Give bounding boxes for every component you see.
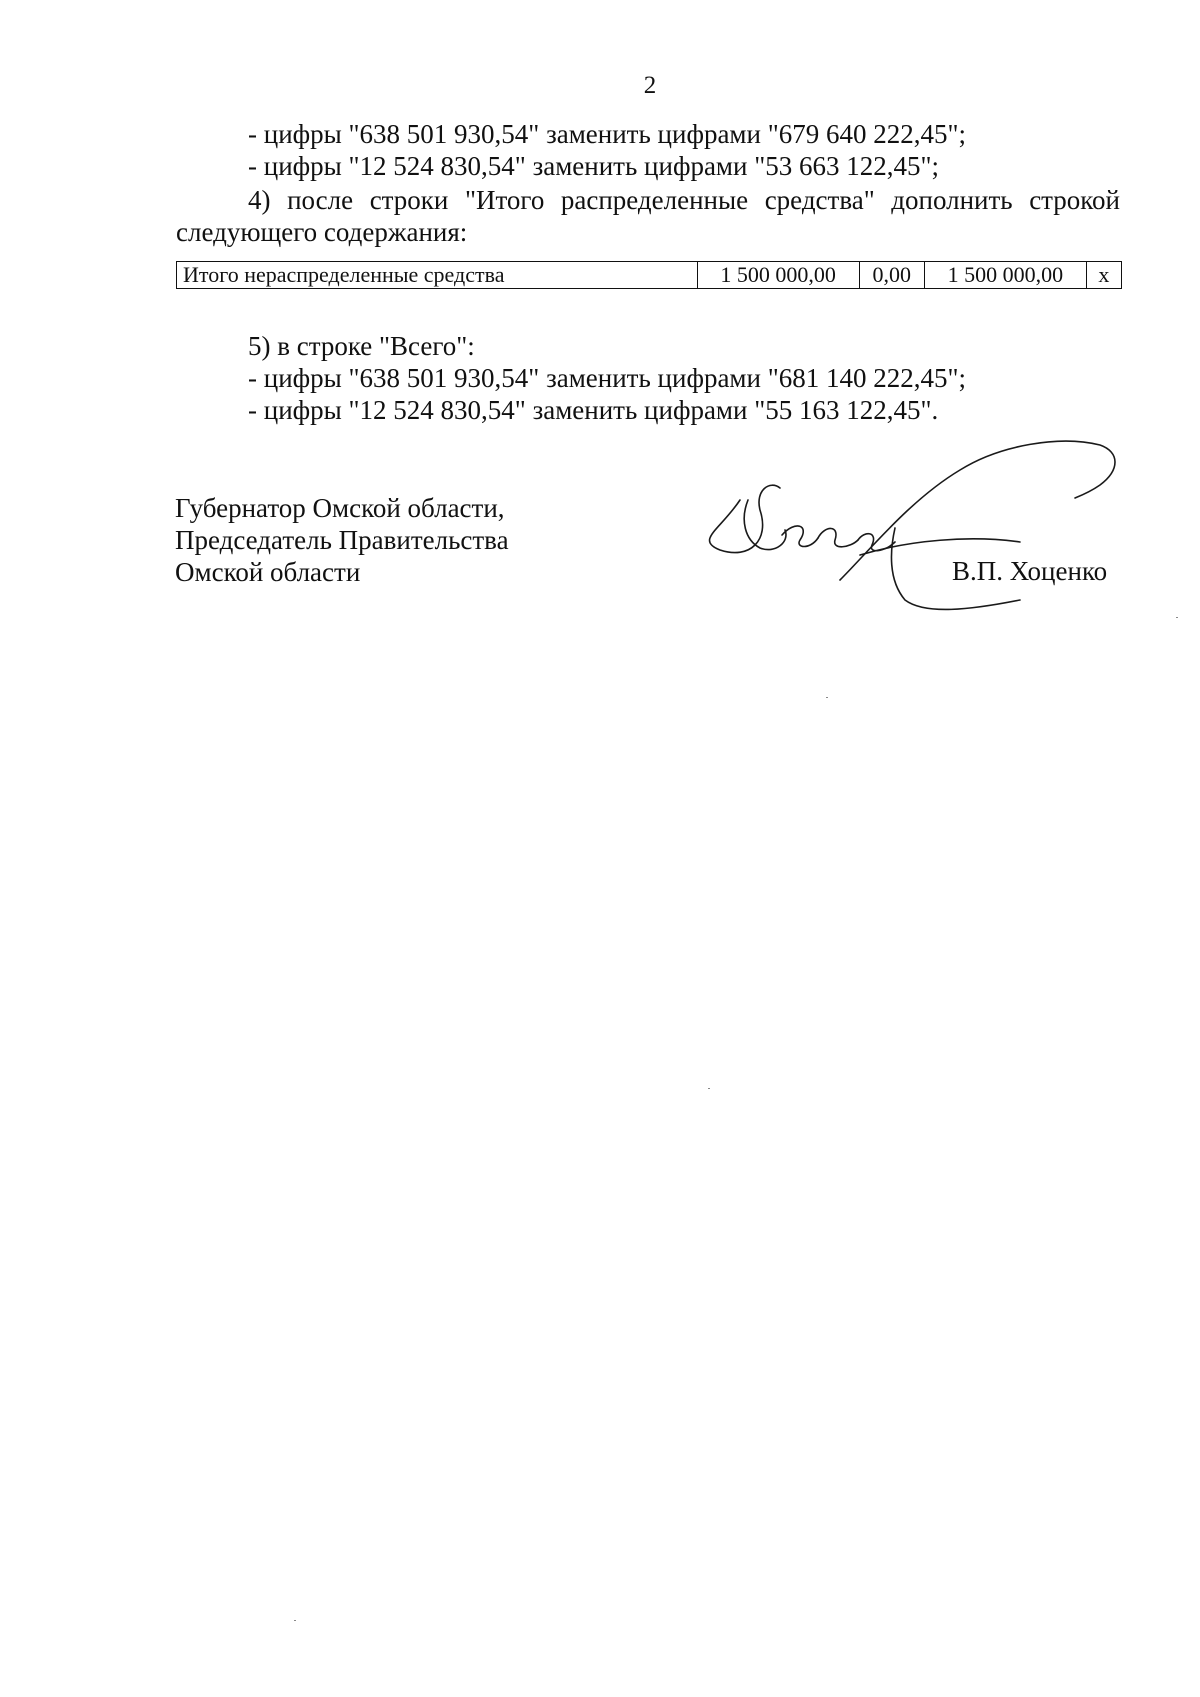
row-label-cell: Итого нераспределенные средства	[177, 262, 698, 289]
scan-speck	[826, 697, 828, 698]
scan-speck	[294, 1620, 296, 1621]
item-5-line-2: - цифры "12 524 830,54" заменить цифрами "55 163 122,45".	[248, 395, 939, 425]
signatory-title-line-3: Омской области	[175, 557, 361, 587]
item-5-line-1: - цифры "638 501 930,54" заменить цифрами "681 140 222,45";	[248, 363, 967, 393]
signer-name: В.П. Хоценко	[952, 556, 1108, 586]
scan-speck	[708, 1088, 710, 1089]
item-4-paragraph: 4) после строки "Итого распределенные средства" дополнить строкой следующего содержания:	[176, 185, 1120, 247]
x-cell: х	[1086, 262, 1121, 289]
scan-speck	[1176, 617, 1178, 618]
signatory-title	[175, 492, 509, 588]
handwritten-signature	[700, 430, 1140, 630]
page-number: 2	[643, 72, 657, 99]
signatory-title-line-1: Губернатор Омской области,	[175, 493, 505, 523]
replacement-line-1: - цифры "638 501 930,54" заменить цифрами "679 640 222,45";	[248, 119, 967, 149]
signatory-title-line-2: Председатель Правительства	[175, 525, 509, 555]
item-5-heading: 5) в строке "Всего":	[248, 331, 475, 361]
amount-cell-1: 1 500 000,00	[697, 262, 859, 289]
replacement-line-2: - цифры "12 524 830,54" заменить цифрами "53 663 122,45";	[248, 151, 940, 181]
amount-cell-2: 0,00	[859, 262, 924, 289]
amount-cell-3: 1 500 000,00	[924, 262, 1086, 289]
table-row	[177, 262, 1122, 289]
inserted-row-table	[176, 261, 1122, 289]
